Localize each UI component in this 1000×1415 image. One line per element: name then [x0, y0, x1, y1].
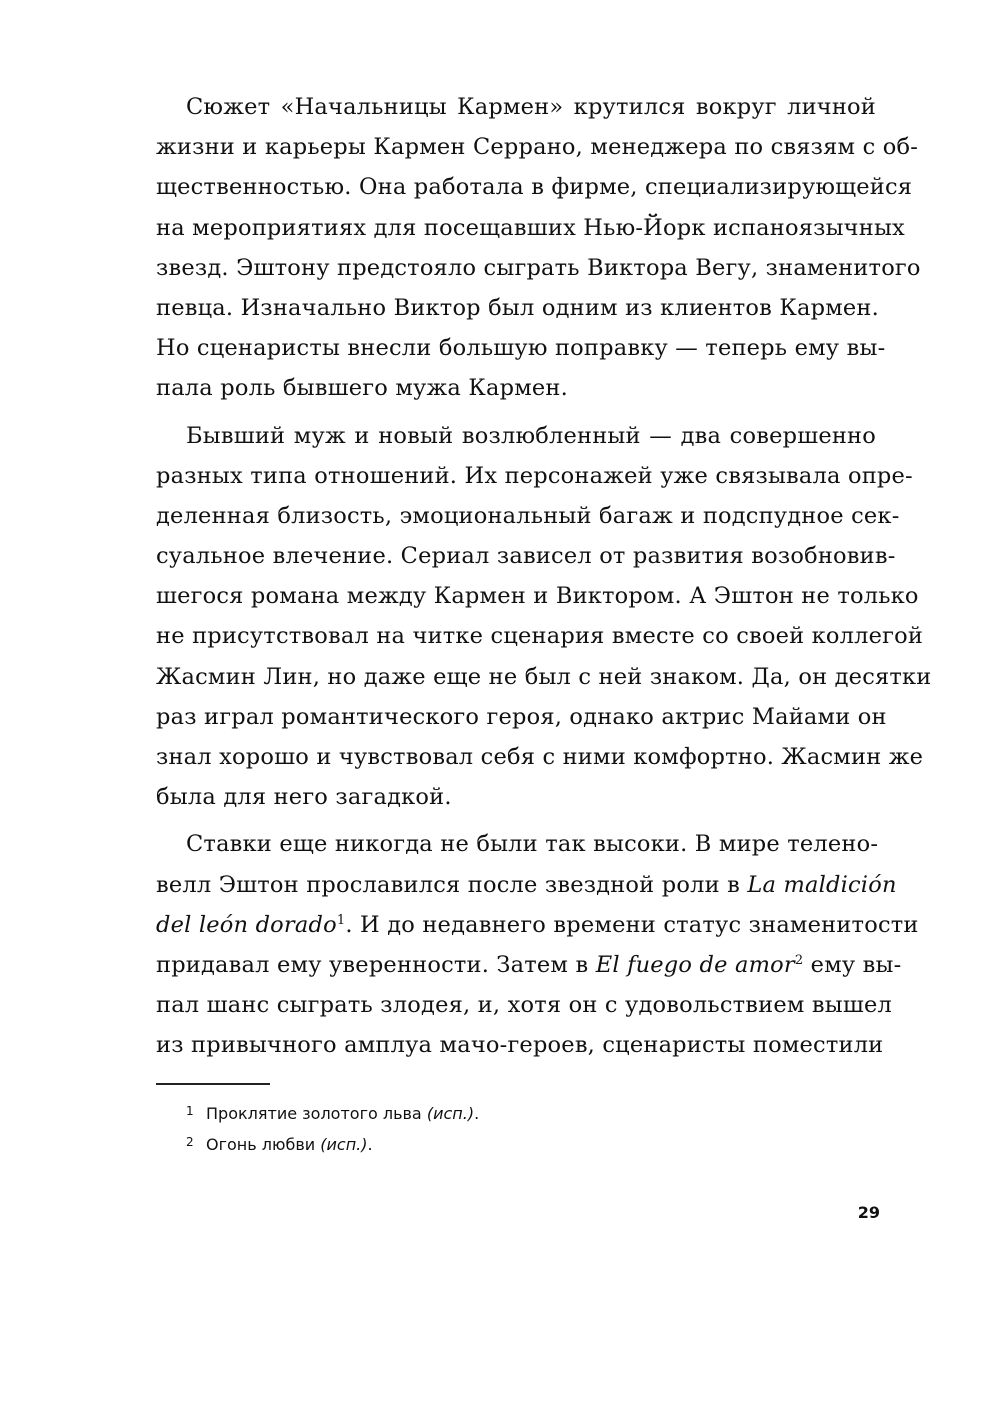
footnote-language-note: (исп.) [426, 1104, 475, 1123]
text-run: певца. Изначально Виктор был одним из клиентов Кармен. [156, 294, 879, 321]
footnote-punctuation: . [367, 1135, 373, 1154]
text-line [156, 536, 896, 576]
text-line [156, 208, 905, 248]
paragraph-gap [156, 409, 876, 416]
text-run: Жасмин Лин, но даже еще не был с ней знаком. Да, он десятки [156, 663, 932, 690]
text-line [156, 496, 900, 536]
text-line [156, 248, 921, 288]
footnote-reference: 1 [336, 912, 346, 928]
paragraph [156, 824, 919, 1065]
text-run: из привычного амплуа мачо-героев, сценаристы поместили [156, 1032, 884, 1059]
text-run: . И до недавнего времени статус знаменитости [345, 911, 919, 938]
text-line [156, 328, 886, 368]
paragraph [156, 87, 921, 409]
footnote-item [186, 1097, 786, 1128]
text-line [156, 777, 876, 817]
text-line [156, 657, 932, 697]
text-line [156, 127, 919, 167]
italic-title: La maldición [747, 871, 897, 898]
footnote-separator [156, 1083, 270, 1085]
text-line [156, 456, 913, 496]
text-run: Ставки еще никогда не были так высоки. В мире телено- [186, 831, 879, 858]
footnote-number: 2 [186, 1135, 194, 1149]
text-run: звезд. Эштону предстояло сыграть Виктора Вегу, знаменитого [156, 254, 921, 281]
text-line [156, 167, 913, 207]
text-run: Бывший муж и новый возлюбленный — два совершенно [186, 422, 876, 449]
text-run: пал шанс сыграть злодея, и, хотя он с удовольствием вышел [156, 992, 893, 1019]
footnote-language-note: (исп.) [320, 1135, 368, 1154]
text-line [156, 87, 876, 127]
footnote-number: 1 [186, 1104, 194, 1118]
text-line [156, 985, 893, 1025]
text-line [156, 737, 924, 777]
text-run: была для него загадкой. [156, 784, 452, 811]
text-run: придавал ему уверенности. Затем в [156, 951, 596, 978]
text-line [156, 824, 879, 864]
text-run: велл Эштон прославился после звездной роли в [156, 871, 748, 898]
italic-title: El fuego de amor [595, 951, 795, 978]
text-line [156, 1025, 884, 1065]
text-run: щественностью. Она работала в фирме, специализирующейся [156, 174, 913, 201]
text-run: знал хорошо и чувствовал себя с ними комфортно. Жасмин же [156, 744, 924, 770]
text-run: разных типа отношений. Их персонажей уже связывала опре- [156, 462, 913, 489]
text-run: деленная близость, эмоциональный багаж и подспудное сек- [156, 502, 900, 529]
main-text [156, 87, 932, 1066]
italic-title: del león dorado [156, 911, 337, 938]
page-number: 29 [857, 1203, 880, 1222]
text-run: ему вы- [803, 951, 902, 978]
text-run: не присутствовал на читке сценария вместе со своей коллегой [156, 623, 924, 650]
text-run: Но сценаристы внесли большую поправку — теперь ему вы- [156, 335, 886, 362]
text-run: суальное влечение. Сериал зависел от развития возобновив- [156, 543, 896, 570]
text-run: на мероприятиях для посещавших Нью-Йорк испаноязычных [156, 214, 905, 241]
footnote-item [186, 1128, 786, 1159]
text-line [156, 288, 879, 328]
text-line [156, 616, 924, 656]
text-line [156, 865, 897, 905]
text-run: шегося романа между Кармен и Виктором. А Эштон не только [156, 583, 919, 610]
text-line [156, 368, 876, 408]
text-line [156, 905, 919, 945]
text-run: жизни и карьеры Кармен Серрано, менеджера по связям с об- [156, 134, 919, 161]
footnote-text: Огонь любви [206, 1135, 321, 1154]
paragraph-gap [156, 817, 876, 824]
paragraph [156, 416, 932, 818]
footnote-punctuation: . [474, 1104, 480, 1123]
text-run: раз играл романтического героя, однако актрис Майами он [156, 703, 887, 730]
text-run: пала роль бывшего мужа Кармен. [156, 375, 568, 402]
footnotes [186, 1097, 786, 1159]
text-line [156, 416, 876, 456]
footnote-reference: 2 [794, 952, 804, 968]
footnote-text: Проклятие золотого льва [206, 1104, 427, 1123]
text-line [156, 945, 902, 985]
text-line [156, 576, 919, 616]
text-run: Сюжет «Начальницы Кармен» крутился вокруг личной [186, 94, 876, 120]
text-line [156, 697, 887, 737]
